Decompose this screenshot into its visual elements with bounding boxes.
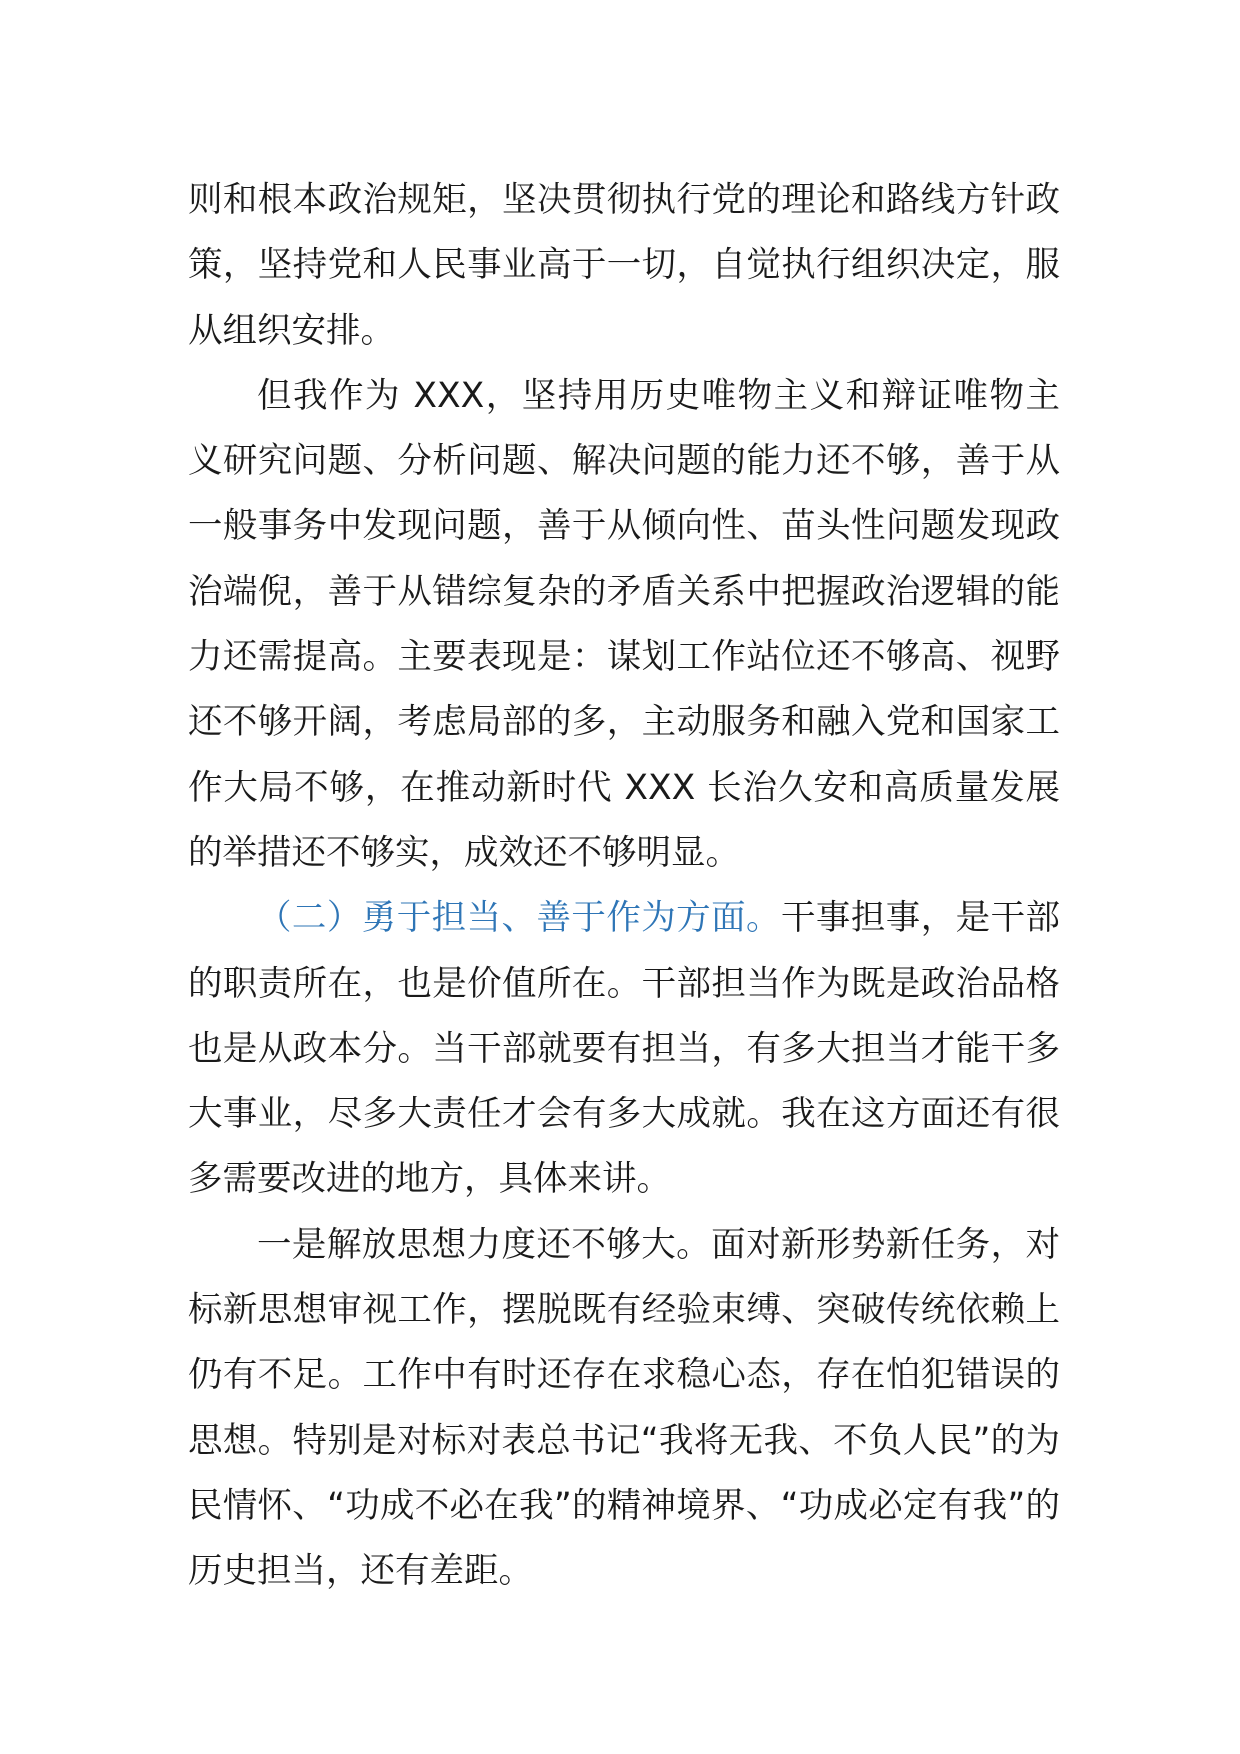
document-body xyxy=(188,168,1060,1605)
paragraph-text: 但我作为 XXX，坚持用历史唯物主义和辩证唯物主义研究问题、分析问题、解决问题的能力还不够，善于从一般事务中发现问题，善于从倾向性、苗头性问题发现政治端倪，善于从错综复杂的矛盾关系中把握政治逻辑的能力还需提高。主要表现是：谋划工作站位还不够高、视野还不够开阔，考虑局部的多，主动服务和融入党和国家工作大局不够，在推动新时代 XXX 长治久安和高质量发展的举措还不够实，成效还不够明显。 xyxy=(188,375,1060,873)
paragraph-text: 一是解放思想力度还不够大。面对新形势新任务，对标新思想审视工作，摆脱既有经验束缚、突破传统依赖上仍有不足。工作中有时还存在求稳心态，存在怕犯错误的思想。特别是对标对表总书记“我将无我、不负人民”的为民情怀、“功成不必在我”的精神境界、“功成必定有我”的历史担当，还有差距。 xyxy=(188,1224,1060,1592)
paragraph-self-assessment xyxy=(188,364,1060,886)
paragraph-text: 干事担事，是干部的职责所在，也是价值所在。干部担当作为既是政治品格也是从政本分。当干部就要有担当，有多大担当才能干多大事业，尽多大责任才会有多大成就。我在这方面还有很多需要改进的地方，具体来讲。 xyxy=(188,898,1061,1200)
paragraph-section-two xyxy=(188,886,1060,1212)
paragraph-continuation xyxy=(188,168,1060,364)
paragraph-text: 则和根本政治规矩，坚决贯彻执行党的理论和路线方针政策，坚持党和人民事业高于一切，自觉执行组织决定，服从组织安排。 xyxy=(188,180,1060,351)
paragraph-point-one xyxy=(188,1213,1060,1605)
section-heading: （二）勇于担当、善于作为方面。 xyxy=(257,898,781,939)
